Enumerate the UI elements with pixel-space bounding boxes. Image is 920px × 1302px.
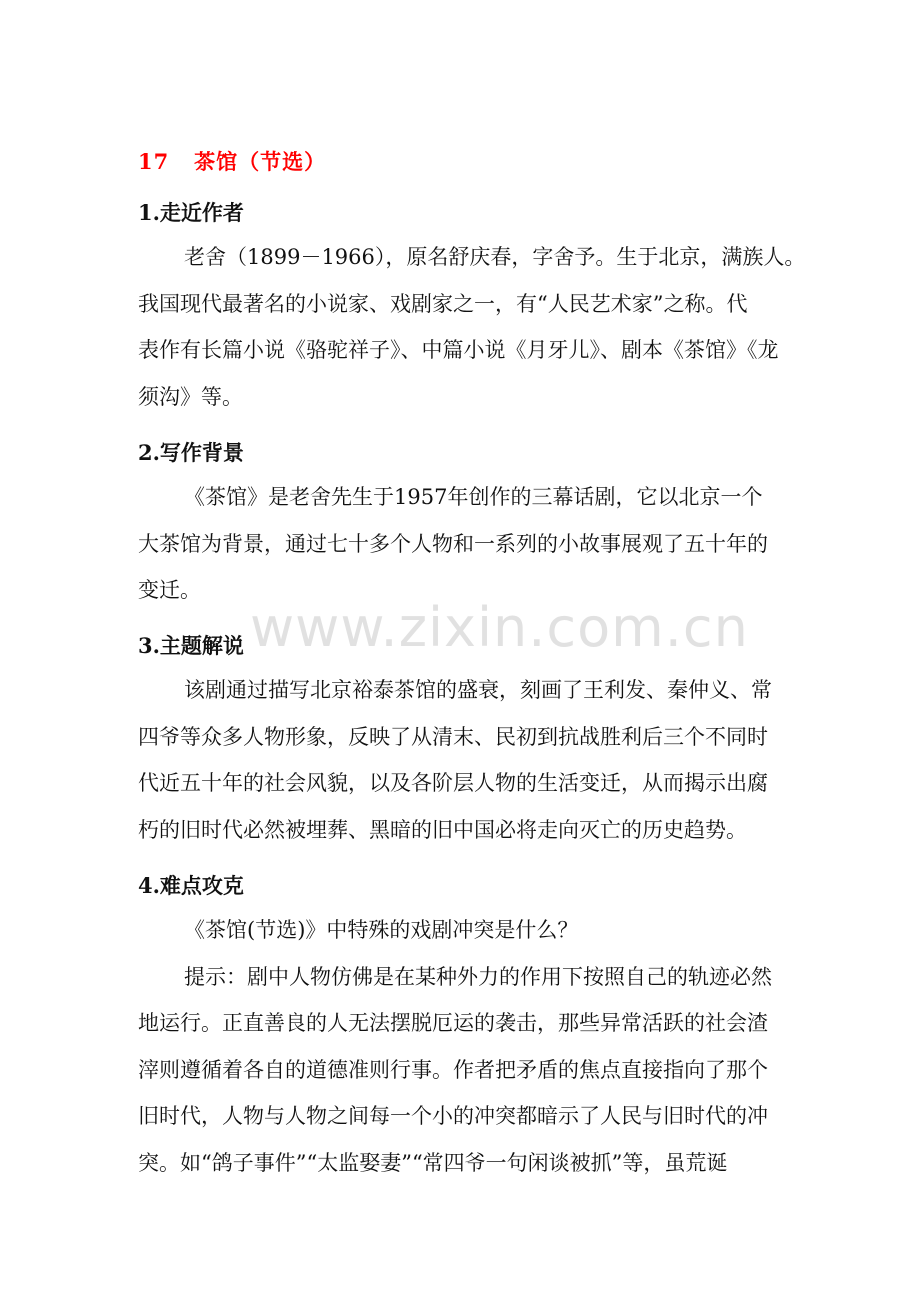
section-heading-difficulty: 4.难点攻克: [138, 873, 244, 898]
section-background-body: [138, 474, 788, 614]
paragraph-line: 代近五十年的社会风貌，以及各阶层人物的生活变迁，从而揭示出腐: [138, 771, 768, 795]
watermark: www.zixin.com.cn: [250, 596, 749, 659]
section-author-body: [138, 234, 806, 420]
section-heading-theme: 3.主题解说: [138, 633, 244, 658]
paragraph-line: 《茶馆》是老舍先生于1957年创作的三幕话剧，它以北京一个: [184, 485, 763, 509]
question-line: 《茶馆(节选)》中特殊的戏剧冲突是什么？: [184, 918, 579, 942]
paragraph-line: 表作有长篇小说《骆驼祥子》、中篇小说《月牙儿》、剧本《茶馆》《龙: [138, 338, 779, 362]
paragraph-line: 地运行。正直善良的人无法摆脱厄运的袭击，那些异常活跃的社会渣: [138, 1011, 768, 1035]
paragraph-line: 旧时代，人物与人物之间每一个小的冲突都暗示了人民与旧时代的冲: [138, 1104, 768, 1128]
page-title: 17 茶馆（节选）: [138, 149, 327, 174]
paragraph-line: 该剧通过描写北京裕泰茶馆的盛衰，刻画了王利发、秦仲义、常: [184, 678, 772, 702]
paragraph-line: 四爷等众多人物形象，反映了从清末、民初到抗战胜利后三个不同时: [138, 724, 768, 749]
section-theme-body: [138, 667, 788, 853]
section-heading-background: 2.写作背景: [138, 440, 244, 465]
section-heading-author: 1.走近作者: [138, 200, 244, 225]
paragraph-line: 大茶馆为背景，通过七十多个人物和一系列的小故事展观了五十年的: [138, 531, 768, 556]
section-difficulty-body: [138, 907, 788, 1186]
paragraph-line: 朽的旧时代必然被埋葬、黑暗的旧中国必将走向灭亡的历史趋势。: [138, 817, 747, 842]
paragraph-line: 我国现代最著名的小说家、戏剧家之一，有“人民艺术家”之称。代: [138, 291, 748, 316]
paragraph-line: 老舍（1899－1966），原名舒庆春，字舍予。生于北京，满族人。: [184, 245, 806, 269]
paragraph-line: 突。如“鸽子事件”“太监娶妻”“常四爷一句闲谈被抓”等，虽荒诞: [138, 1150, 728, 1175]
paragraph-line: 变迁。: [138, 578, 201, 602]
paragraph-line: 滓则遵循着各自的道德准则行事。作者把矛盾的焦点直接指向了那个: [138, 1057, 768, 1082]
paragraph-line: 提示：剧中人物仿佛是在某种外力的作用下按照自己的轨迹必然: [184, 964, 772, 989]
paragraph-line: 须沟》等。: [138, 384, 243, 409]
